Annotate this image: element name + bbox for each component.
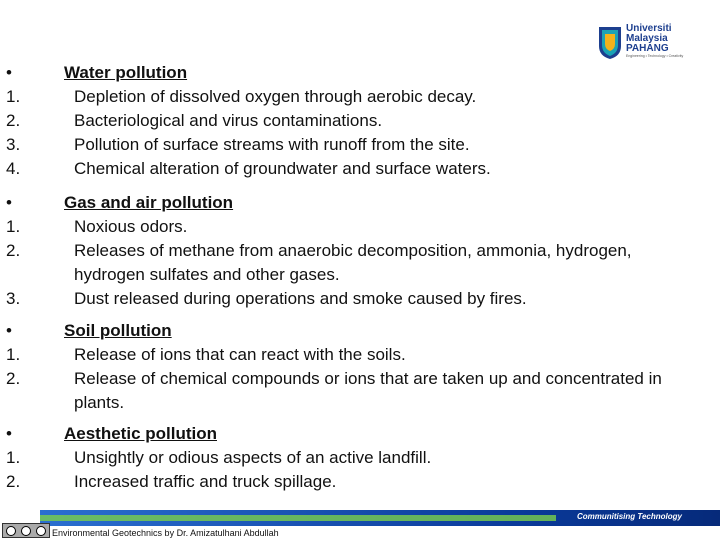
item-text: Unsightly or odious aspects of an active landfill. (74, 448, 432, 467)
section-water-pollution (6, 61, 706, 181)
logo-line-1: Universiti (626, 23, 672, 34)
item-number: 2. (6, 241, 21, 260)
item-text: Dust released during operations and smoke caused by fires. (74, 289, 527, 308)
item-number: 1. (6, 345, 21, 364)
item-text: Noxious odors. (74, 217, 188, 236)
footer-tagline: Communitising Technology (576, 512, 682, 521)
list-item (6, 133, 706, 157)
logo-line-2: Malaysia (626, 33, 668, 44)
list-item (6, 470, 706, 494)
section-heading: Gas and air pollution (64, 193, 234, 212)
bullet: • (6, 424, 12, 443)
item-number: 1. (6, 448, 21, 467)
list-item (6, 367, 706, 415)
creative-commons-icon (2, 523, 50, 538)
item-number: 2. (6, 369, 21, 388)
item-text: Release of ions that can react with the soils. (74, 345, 406, 364)
item-text: Chemical alteration of groundwater and surface waters. (74, 159, 491, 178)
list-item (6, 215, 706, 239)
item-number: 1. (6, 87, 21, 106)
item-text: Increased traffic and truck spillage. (74, 472, 337, 491)
item-number: 1. (6, 217, 21, 236)
item-number: 3. (6, 135, 21, 154)
list-item (6, 287, 706, 311)
footer-credit: Environmental Geotechnics by Dr. Amizatulhani Abdullah (52, 528, 279, 538)
list-item (6, 85, 706, 109)
section-heading: Aesthetic pollution (64, 424, 217, 443)
logo-line-3: PAHANG (626, 43, 669, 54)
list-item (6, 343, 706, 367)
item-number: 4. (6, 159, 21, 178)
bullet: • (6, 193, 12, 212)
section-heading: Soil pollution (64, 321, 172, 340)
item-text: Depletion of dissolved oxygen through aerobic decay. (74, 87, 477, 106)
list-item (6, 446, 706, 470)
slide-footer (0, 508, 720, 540)
item-text: Releases of methane from anaerobic decomposition, ammonia, hydrogen, hydrogen sulfates and other gases. (74, 241, 632, 284)
item-text: Pollution of surface streams with runoff from the site. (74, 135, 470, 154)
item-number: 2. (6, 111, 21, 130)
shield-icon (598, 26, 622, 60)
list-item (6, 239, 706, 287)
section-heading: Water pollution (64, 63, 188, 82)
item-number: 3. (6, 289, 21, 308)
bullet: • (6, 63, 12, 82)
section-gas-air-pollution (6, 191, 706, 311)
list-item (6, 157, 706, 181)
item-number: 2. (6, 472, 21, 491)
item-text: Release of chemical compounds or ions that are taken up and concentrated in plants. (74, 369, 662, 412)
footer-accent-bar (40, 515, 556, 521)
logo-tagline: Engineering • Technology • Creativity (626, 54, 684, 58)
section-aesthetic-pollution (6, 422, 706, 494)
section-soil-pollution (6, 319, 706, 415)
item-text: Bacteriological and virus contaminations. (74, 111, 383, 130)
list-item (6, 109, 706, 133)
bullet: • (6, 321, 12, 340)
